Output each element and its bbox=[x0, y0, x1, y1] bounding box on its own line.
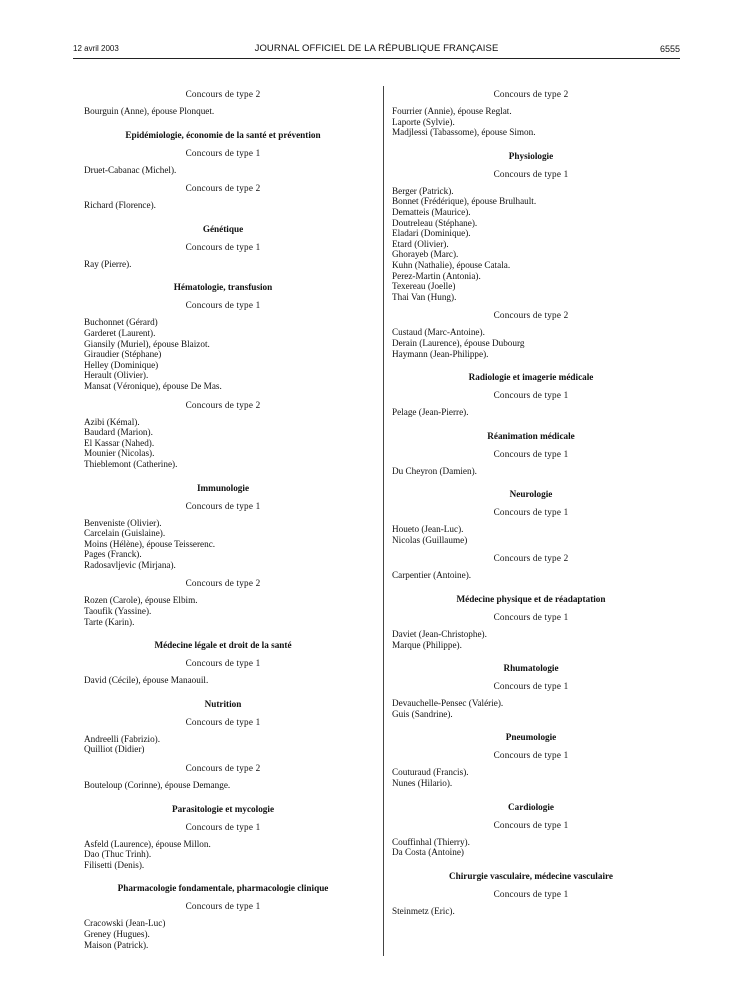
section-heading: Immunologie bbox=[196, 482, 250, 493]
candidate-name: Greney (Hugues). bbox=[84, 929, 150, 939]
candidate-name: Andreelli (Fabrizio). bbox=[84, 733, 161, 744]
candidate-name: Eladari (Dominique). bbox=[392, 228, 471, 239]
candidate-name: Marque (Philippe). bbox=[392, 639, 462, 650]
candidate-name: Giraudier (Stéphane) bbox=[84, 349, 162, 360]
left-column bbox=[84, 88, 362, 957]
section-heading: Epidémiologie, économie de la santé et prévention bbox=[125, 129, 321, 140]
header-date: 12 avril 2003 bbox=[73, 44, 119, 53]
candidate-name: Thai Van (Hung). bbox=[392, 291, 457, 302]
contest-type-label: Concours de type 1 bbox=[493, 507, 569, 518]
candidate-name: Houeto (Jean-Luc). bbox=[392, 524, 464, 535]
candidate-name: Druet-Cabanac (Michel). bbox=[84, 164, 177, 175]
candidate-name: Guis (Sandrine). bbox=[392, 708, 453, 719]
candidate-name: Baudard (Marion). bbox=[84, 427, 153, 438]
candidate-name: Cracowski (Jean-Luc) bbox=[84, 918, 166, 929]
name-list bbox=[84, 675, 362, 686]
candidate-name: Asfeld (Laurence), épouse Millon. bbox=[84, 838, 211, 849]
candidate-name: Ray (Pierre). bbox=[84, 258, 132, 269]
candidate-name: Quilliot (Didier) bbox=[84, 744, 145, 755]
section-heading: Nutrition bbox=[204, 698, 242, 709]
contest-type-label: Concours de type 1 bbox=[493, 819, 569, 830]
header-rule bbox=[73, 58, 680, 59]
candidate-name: Fourrier (Annie), épouse Reglat. bbox=[392, 106, 512, 116]
name-list bbox=[84, 734, 362, 755]
name-list bbox=[84, 259, 362, 270]
candidate-name: Da Costa (Antoine) bbox=[392, 847, 464, 858]
candidate-name: Etard (Olivier). bbox=[392, 238, 449, 249]
name-list bbox=[392, 106, 670, 138]
section-heading: Physiologie bbox=[508, 150, 554, 161]
candidate-name: Mansat (Véronique), épouse De Mas. bbox=[84, 380, 222, 391]
column-divider bbox=[383, 86, 384, 956]
candidate-name: Dematteis (Maurice). bbox=[392, 206, 471, 217]
candidate-name: Derain (Laurence), épouse Dubourg bbox=[392, 337, 525, 348]
contest-type-label: Concours de type 2 bbox=[493, 553, 569, 564]
journal-title: JOURNAL OFFICIEL DE LA RÉPUBLIQUE FRANÇAISE bbox=[254, 43, 499, 54]
candidate-name: Nicolas (Guillaume) bbox=[392, 534, 468, 545]
candidate-name: Buchonnet (Gérard) bbox=[84, 317, 158, 328]
candidate-name: Couturaud (Francis). bbox=[392, 767, 469, 778]
name-list bbox=[84, 165, 362, 176]
name-list bbox=[392, 570, 670, 581]
contest-type-label: Concours de type 1 bbox=[493, 448, 569, 459]
candidate-name: Helley (Dominique) bbox=[84, 359, 159, 370]
section-heading: Rhumatologie bbox=[503, 663, 559, 674]
contest-type-label: Concours de type 2 bbox=[493, 310, 569, 321]
candidate-name: Thieblemont (Catherine). bbox=[84, 458, 178, 469]
candidate-name: Du Cheyron (Damien). bbox=[392, 465, 477, 476]
candidate-name: Couffinhal (Thierry). bbox=[392, 836, 470, 847]
candidate-name: Ghorayeb (Marc). bbox=[392, 249, 459, 260]
name-list bbox=[84, 518, 362, 571]
candidate-name: Garderet (Laurent). bbox=[84, 327, 156, 338]
candidate-name: Pages (Franck). bbox=[84, 549, 142, 560]
candidate-name: Daviet (Jean-Christophe). bbox=[392, 629, 487, 640]
candidate-name: Carcelain (Guislaine). bbox=[84, 528, 166, 539]
candidate-name: El Kassar (Nahed). bbox=[84, 437, 155, 448]
contest-type-label: Concours de type 1 bbox=[185, 821, 261, 832]
name-list bbox=[392, 629, 670, 650]
section-heading: Hématologie, transfusion bbox=[173, 282, 273, 293]
contest-type-label: Concours de type 1 bbox=[185, 901, 261, 912]
section-heading: Radiologie et imagerie médicale bbox=[468, 372, 594, 383]
section-heading: Pneumologie bbox=[505, 732, 557, 743]
section-heading: Réanimation médicale bbox=[487, 430, 575, 441]
candidate-name: Herault (Olivier). bbox=[84, 370, 149, 381]
section-heading: Médecine légale et droit de la santé bbox=[154, 640, 292, 651]
candidate-name: Kuhn (Nathalie), épouse Catala. bbox=[392, 259, 511, 270]
candidate-name: Mounier (Nicolas). bbox=[84, 448, 155, 459]
candidate-name: Maison (Patrick). bbox=[84, 939, 149, 950]
candidate-name: Giansily (Muriel), épouse Blaizot. bbox=[84, 338, 210, 349]
candidate-name: Nunes (Hilario). bbox=[392, 778, 453, 789]
name-list bbox=[84, 200, 362, 211]
candidate-name: Filisetti (Denis). bbox=[84, 859, 145, 870]
name-list bbox=[392, 698, 670, 719]
contest-type-label: Concours de type 1 bbox=[185, 500, 261, 511]
contest-type-label: Concours de type 2 bbox=[185, 399, 261, 410]
candidate-name: Radosavljevic (Mirjana). bbox=[84, 559, 176, 570]
section-heading: Pharmacologie fondamentale, pharmacologie clinique bbox=[117, 883, 329, 894]
candidate-name: Madjlessi (Tabassome), épouse Simon. bbox=[392, 127, 536, 138]
candidate-name: Laporte (Sylvie). bbox=[392, 116, 455, 127]
candidate-name: Azibi (Kémal). bbox=[84, 416, 140, 427]
contest-type-label: Concours de type 2 bbox=[185, 578, 261, 589]
name-list bbox=[392, 466, 670, 477]
candidate-name: Texereau (Joelle) bbox=[392, 281, 456, 292]
candidate-name: Richard (Florence). bbox=[84, 200, 156, 211]
contest-type-label: Concours de type 1 bbox=[493, 390, 569, 401]
candidate-name: David (Cécile), épouse Manaouil. bbox=[84, 675, 209, 686]
candidate-name: Perez-Martin (Antonia). bbox=[392, 270, 481, 281]
contest-type-label: Concours de type 1 bbox=[493, 750, 569, 761]
section-heading: Parasitologie et mycologie bbox=[171, 803, 275, 814]
page-number: 6555 bbox=[659, 44, 680, 54]
candidate-name: Bouteloup (Corinne), épouse Demange. bbox=[84, 780, 231, 791]
candidate-name: Rozen (Carole), épouse Elbim. bbox=[84, 595, 198, 606]
name-list bbox=[84, 780, 362, 791]
section-heading: Médecine physique et de réadaptation bbox=[456, 594, 606, 605]
candidate-name: Moins (Hélène), épouse Teisserenc. bbox=[84, 538, 216, 549]
name-list bbox=[392, 186, 670, 303]
candidate-name: Taoufik (Yassine). bbox=[84, 606, 152, 617]
section-heading: Chirurgie vasculaire, médecine vasculaire bbox=[449, 870, 613, 881]
candidate-name: Pelage (Jean-Pierre). bbox=[392, 407, 469, 418]
candidate-name: Benveniste (Olivier). bbox=[84, 517, 162, 528]
candidate-name: Custaud (Marc-Antoine). bbox=[392, 327, 485, 338]
contest-type-label: Concours de type 1 bbox=[493, 681, 569, 692]
candidate-name: Bourguin (Anne), épouse Plonquet. bbox=[84, 106, 215, 116]
candidate-name: Haymann (Jean-Philippe). bbox=[392, 348, 489, 359]
name-list bbox=[392, 837, 670, 858]
page-header bbox=[73, 43, 680, 57]
contest-type-label: Concours de type 1 bbox=[185, 716, 261, 727]
section-heading: Génétique bbox=[202, 223, 244, 234]
contest-type-label: Concours de type 1 bbox=[185, 241, 261, 252]
candidate-name: Tarte (Karin). bbox=[84, 616, 135, 627]
section-heading: Neurologie bbox=[509, 489, 553, 500]
contest-type-label: Concours de type 1 bbox=[493, 888, 569, 899]
candidate-name: Doutreleau (Stéphane). bbox=[392, 217, 478, 228]
candidate-name: Carpentier (Antoine). bbox=[392, 570, 472, 581]
candidate-name: Devauchelle-Pensec (Valérie). bbox=[392, 698, 504, 709]
name-list bbox=[392, 767, 670, 788]
name-list bbox=[84, 918, 362, 950]
contest-type-label: Concours de type 1 bbox=[493, 612, 569, 623]
contest-type-label: Concours de type 2 bbox=[493, 89, 569, 99]
section-heading: Cardiologie bbox=[508, 801, 554, 812]
name-list bbox=[84, 417, 362, 470]
contest-type-label: Concours de type 2 bbox=[185, 763, 261, 774]
name-list bbox=[84, 595, 362, 627]
name-list bbox=[84, 317, 362, 391]
name-list bbox=[84, 839, 362, 871]
contest-type-label: Concours de type 1 bbox=[185, 147, 261, 158]
contest-type-label: Concours de type 2 bbox=[185, 89, 261, 99]
candidate-name: Bonnet (Frédérique), épouse Brulhault. bbox=[392, 196, 537, 207]
contest-type-label: Concours de type 1 bbox=[493, 168, 569, 179]
contest-type-label: Concours de type 1 bbox=[185, 658, 261, 669]
right-column bbox=[392, 88, 670, 923]
name-list bbox=[392, 524, 670, 545]
candidate-name: Dao (Thuc Trinh). bbox=[84, 849, 152, 860]
candidate-name: Steinmetz (Eric). bbox=[392, 905, 455, 916]
name-list bbox=[392, 327, 670, 359]
name-list bbox=[84, 106, 362, 117]
name-list bbox=[392, 906, 670, 917]
name-list bbox=[392, 407, 670, 418]
contest-type-label: Concours de type 1 bbox=[185, 300, 261, 311]
candidate-name: Berger (Patrick). bbox=[392, 185, 454, 196]
contest-type-label: Concours de type 2 bbox=[185, 183, 261, 194]
